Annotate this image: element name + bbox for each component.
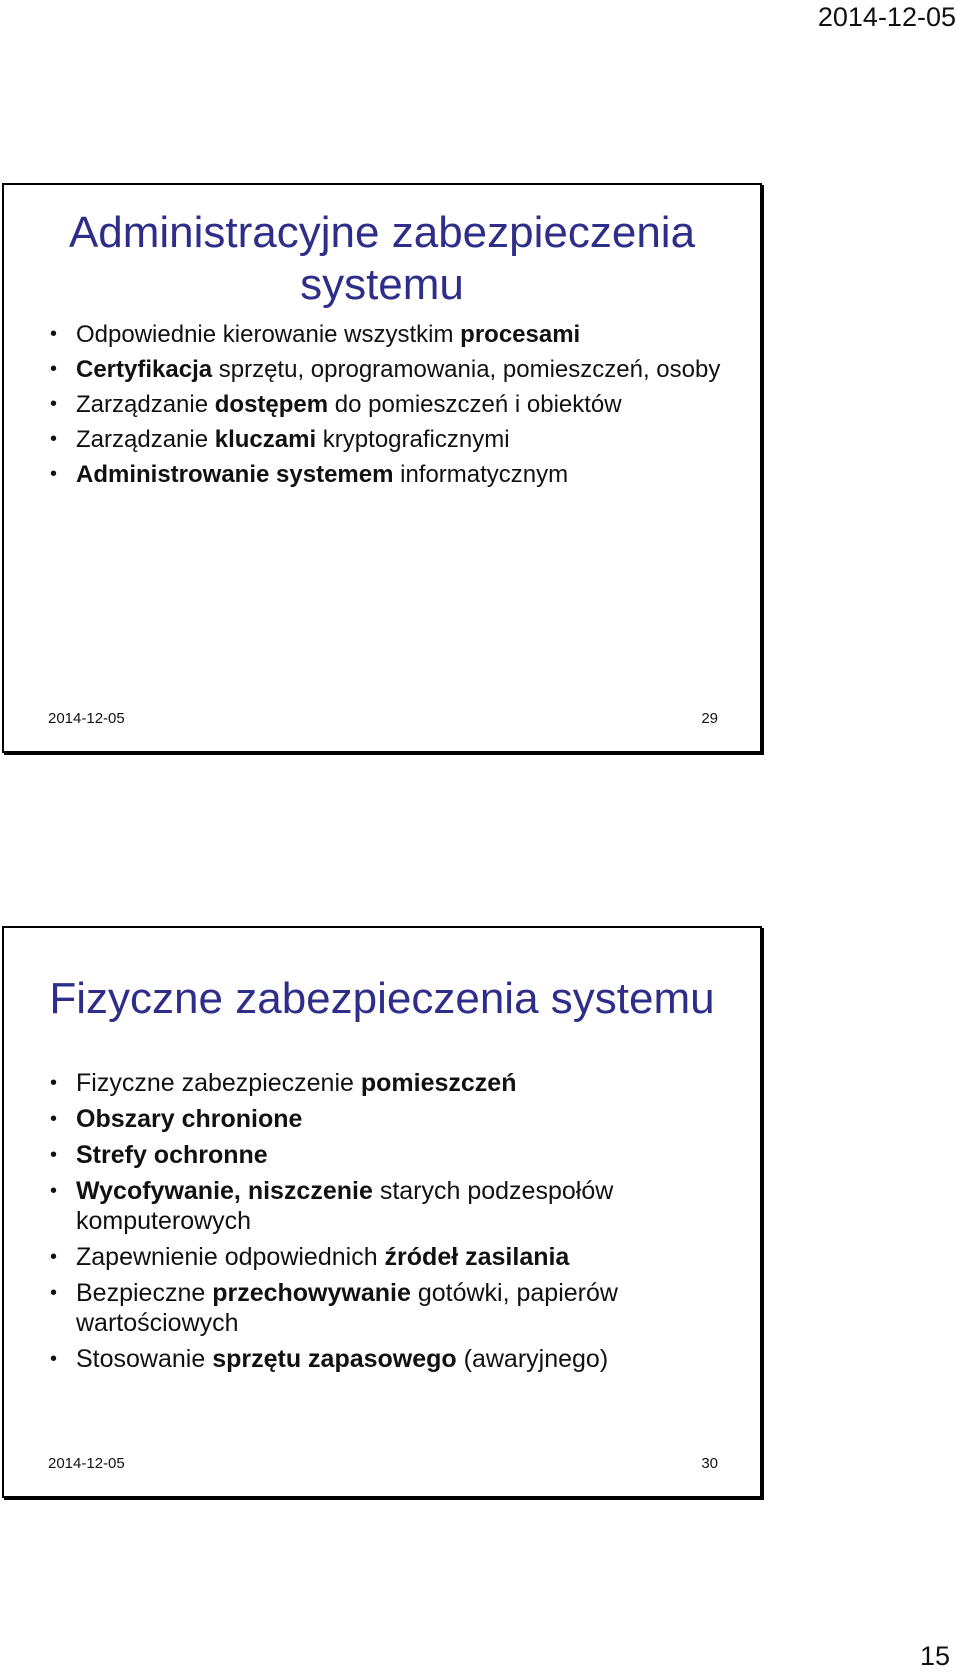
bullet-item [4, 425, 740, 454]
bullet-text: gotówki, papierów wartościowych [76, 1279, 618, 1337]
bullet-text-bold: sprzętu zapasowego [212, 1345, 457, 1373]
bullet-text-bold: kluczami [214, 426, 317, 453]
bullet-text: sprzętu, oprogramowania, pomieszczeń, osoby [212, 356, 721, 383]
bullet-item [4, 1278, 740, 1338]
slide-29 [2, 183, 762, 753]
bullet-text-bold: Administrowanie systemem [76, 461, 394, 488]
bullet-dot-icon: • [50, 1246, 58, 1268]
bullet-dot-icon: • [50, 1180, 58, 1202]
bullet-item [4, 320, 740, 349]
bullet-text: Zarządzanie [76, 426, 215, 453]
bullet-text: Bezpieczne [76, 1279, 213, 1307]
bullet-dot-icon: • [50, 1348, 58, 1370]
bullet-text: Fizyczne zabezpieczenie [76, 1069, 361, 1097]
bullet-text: (awaryjnego) [456, 1345, 609, 1373]
bullet-dot-icon: • [50, 323, 58, 345]
bullet-text: starych podzespołów komputerowych [76, 1177, 614, 1235]
bullet-dot-icon: • [50, 1282, 58, 1304]
bullet-text-bold: Certyfikacja [76, 356, 213, 383]
bullet-item [4, 355, 740, 384]
bullet-list [4, 320, 740, 495]
bullet-text-bold: źródeł zasilania [384, 1243, 570, 1271]
bullet-text: informatycznym [393, 461, 569, 488]
bullet-text: do pomieszczeń i obiektów [328, 391, 622, 418]
slide-number: 29 [701, 710, 718, 727]
bullet-text: Stosowanie [76, 1345, 213, 1373]
bullet-item [4, 1068, 740, 1098]
bullet-text-bold: dostępem [214, 391, 329, 418]
bullet-text: Odpowiednie kierowanie wszystkim [76, 321, 461, 348]
bullet-dot-icon: • [50, 1072, 58, 1094]
bullet-dot-icon: • [50, 393, 58, 415]
bullet-text-bold: Obszary chronione [76, 1105, 303, 1133]
bullet-text-bold: Wycofywanie, niszczenie [76, 1177, 373, 1205]
bullet-text-bold: procesami [460, 321, 581, 348]
bullet-item [4, 1140, 740, 1170]
slide-footer-date: 2014-12-05 [48, 1455, 125, 1472]
bullet-dot-icon: • [50, 428, 58, 450]
bullet-dot-icon: • [50, 1108, 58, 1130]
bullet-text: Zarządzanie [76, 391, 215, 418]
header-date: 2014-12-05 [817, 2, 956, 32]
bullet-text-bold: Strefy ochronne [76, 1141, 268, 1169]
bullet-dot-icon: • [50, 1144, 58, 1166]
bullet-item [4, 1104, 740, 1134]
bullet-text-bold: pomieszczeń [360, 1069, 517, 1097]
slide-title: Administracyjne zabezpieczenia systemu [68, 208, 696, 309]
slide-title: Fizyczne zabezpieczenia systemu [49, 974, 715, 1023]
bullet-item [4, 460, 740, 489]
slide-footer-date: 2014-12-05 [48, 710, 125, 727]
slide-30 [2, 926, 762, 1498]
bullet-item [4, 390, 740, 419]
bullet-item [4, 1176, 740, 1236]
bullet-dot-icon: • [50, 463, 58, 485]
page-number: 15 [919, 1641, 950, 1671]
bullet-text: kryptograficznymi [316, 426, 510, 453]
bullet-text-bold: przechowywanie [212, 1279, 411, 1307]
slide-number: 30 [701, 1455, 718, 1472]
bullet-list [4, 1068, 740, 1380]
bullet-item [4, 1242, 740, 1272]
bullet-dot-icon: • [50, 358, 58, 380]
bullet-item [4, 1344, 740, 1374]
bullet-text: Zapewnienie odpowiednich [76, 1243, 385, 1271]
